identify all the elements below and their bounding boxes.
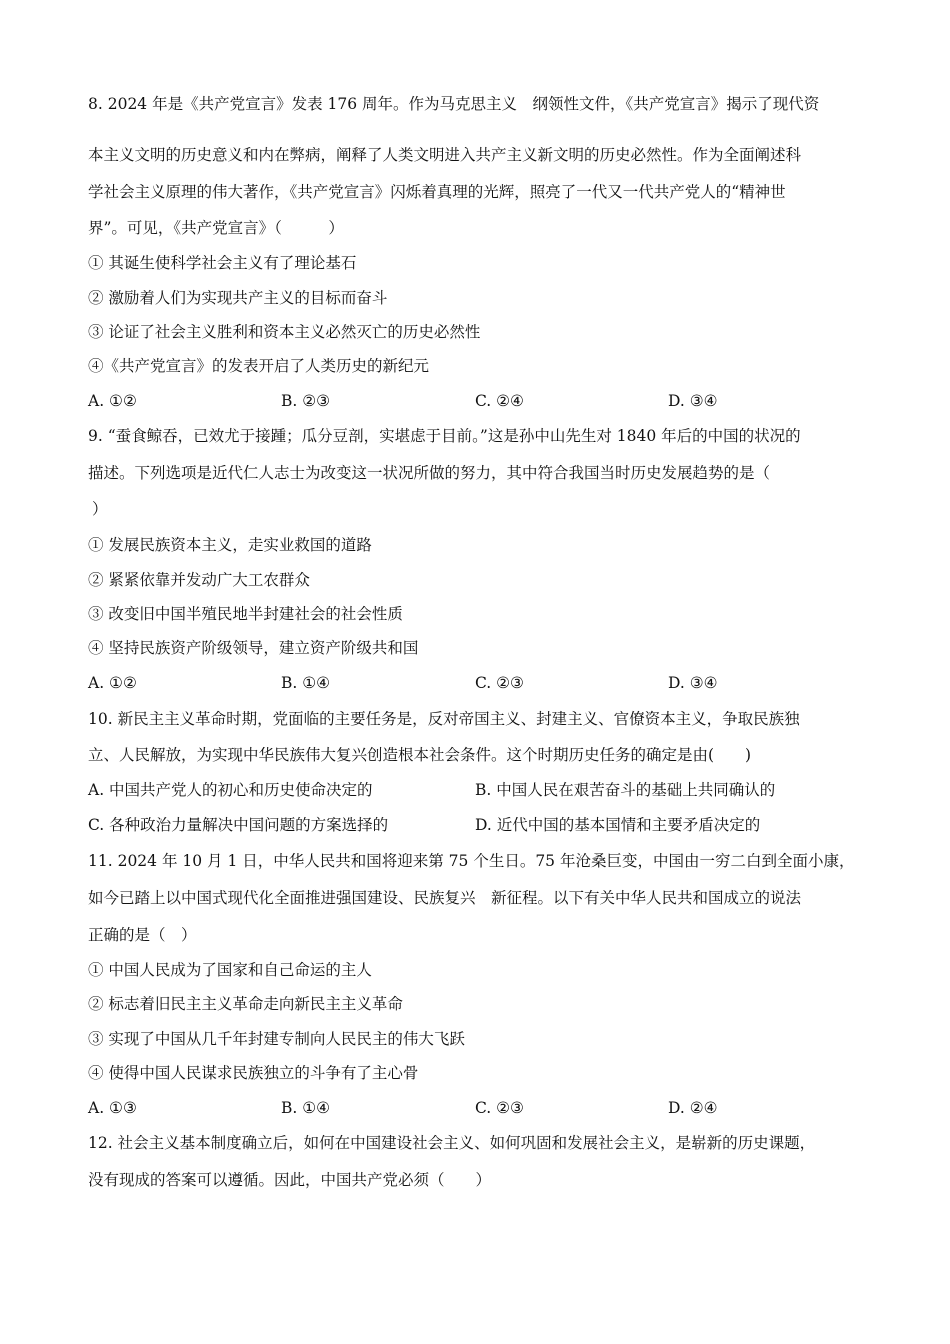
q12-stem-line-1: 12. 社会主义基本制度确立后，如何在中国建设社会主义、如何巩固和发展社会主义，是崭新的历史课题， (88, 1134, 816, 1152)
q8-statement-3: ③ 论证了社会主义胜利和资本主义必然灭亡的历史必然性 (88, 323, 481, 341)
q8-option-a[interactable]: A. ①② (88, 392, 137, 410)
q8-statement-1: ① 其诞生使科学社会主义有了理论基石 (88, 254, 357, 272)
q8-statement-2: ② 激励着人们为实现共产主义的目标而奋斗 (88, 289, 388, 307)
q9-statement-3: ③ 改变旧中国半殖民地半封建社会的社会性质 (88, 605, 403, 623)
q11-option-c[interactable]: C. ②③ (475, 1099, 524, 1117)
q12-stem-line-2: 没有现成的答案可以遵循。因此，中国共产党必须（ ） (88, 1171, 492, 1189)
q9-option-d[interactable]: D. ③④ (668, 674, 718, 692)
q11-statement-1: ① 中国人民成为了国家和自己命运的主人 (88, 961, 372, 979)
q11-option-d[interactable]: D. ②④ (668, 1099, 718, 1117)
q11-option-b[interactable]: B. ①④ (281, 1099, 331, 1117)
q9-statement-2: ② 紧紧依靠并发动广大工农群众 (88, 571, 310, 589)
q10-option-a[interactable]: A. 中国共产党人的初心和历史使命决定的 (88, 781, 373, 799)
q11-stem-line-2: 如今已踏上以中国式现代化全面推进强国建设、民族复兴 新征程。以下有关中华人民共和国成立的说法 (88, 889, 802, 907)
q9-option-b[interactable]: B. ①④ (281, 674, 331, 692)
q8-stem-line-1: 8. 2024 年是《共产党宣言》发表 176 周年。作为马克思主义 纲领性文件，《共产党宣言》揭示了现代资 (88, 95, 820, 113)
q8-option-b[interactable]: B. ②③ (281, 392, 331, 410)
q9-statement-4: ④ 坚持民族资产阶级领导，建立资产阶级共和国 (88, 639, 419, 657)
q10-option-c[interactable]: C. 各种政治力量解决中国问题的方案选择的 (88, 816, 389, 834)
q10-stem-line-1: 10. 新民主主义革命时期，党面临的主要任务是，反对帝国主义、封建主义、官僚资本主义，争取民族独 (88, 710, 800, 728)
q11-statement-2: ② 标志着旧民主主义革命走向新民主主义革命 (88, 995, 403, 1013)
q11-option-a[interactable]: A. ①③ (88, 1099, 137, 1117)
q8-stem-line-2: 本主义文明的历史意义和内在弊病，阐释了人类文明进入共产主义新文明的历史必然性。作为全面阐述科 (88, 146, 802, 164)
q11-stem-line-1: 11. 2024 年 10 月 1 日，中华人民共和国将迎来第 75 个生日。75 年沧桑巨变，中国由一穷二白到全面小康， (88, 852, 855, 870)
q9-stem-line-3: ） (92, 500, 108, 518)
q8-statement-4: ④《共产党宣言》的发表开启了人类历史的新纪元 (88, 357, 430, 375)
q10-stem-line-2: 立、人民解放，为实现中华民族伟大复兴创造根本社会条件。这个时期历史任务的确定是由( ) (88, 746, 752, 764)
q9-stem-line-1: 9. “蚕食鲸吞，已效尤于接踵；瓜分豆剖，实堪虑于目前。”这是孙中山先生对 1840 年后的中国的状况的 (88, 427, 801, 445)
q8-option-c[interactable]: C. ②④ (475, 392, 524, 410)
q9-option-a[interactable]: A. ①② (88, 674, 137, 692)
q8-stem-line-4: 界”。可见，《共产党宣言》（ ） (88, 219, 344, 237)
q9-statement-1: ① 发展民族资本主义，走实业救国的道路 (88, 536, 372, 554)
q9-option-c[interactable]: C. ②③ (475, 674, 524, 692)
q10-option-d[interactable]: D. 近代中国的基本国情和主要矛盾决定的 (475, 816, 761, 834)
q11-statement-3: ③ 实现了中国从几千年封建专制向人民民主的伟大飞跃 (88, 1030, 465, 1048)
q9-stem-line-2: 描述。下列选项是近代仁人志士为改变这一状况所做的努力，其中符合我国当时历史发展趋势的是（ (88, 464, 771, 482)
q8-stem-line-3: 学社会主义原理的伟大著作，《共产党宣言》闪烁着真理的光辉，照亮了一代又一代共产党人的“精神世 (88, 183, 786, 201)
q11-statement-4: ④ 使得中国人民谋求民族独立的斗争有了主心骨 (88, 1064, 419, 1082)
q10-option-b[interactable]: B. 中国人民在艰苦奋斗的基础上共同确认的 (475, 781, 776, 799)
q8-option-d[interactable]: D. ③④ (668, 392, 718, 410)
q11-stem-line-3: 正确的是（ ） (88, 926, 197, 944)
